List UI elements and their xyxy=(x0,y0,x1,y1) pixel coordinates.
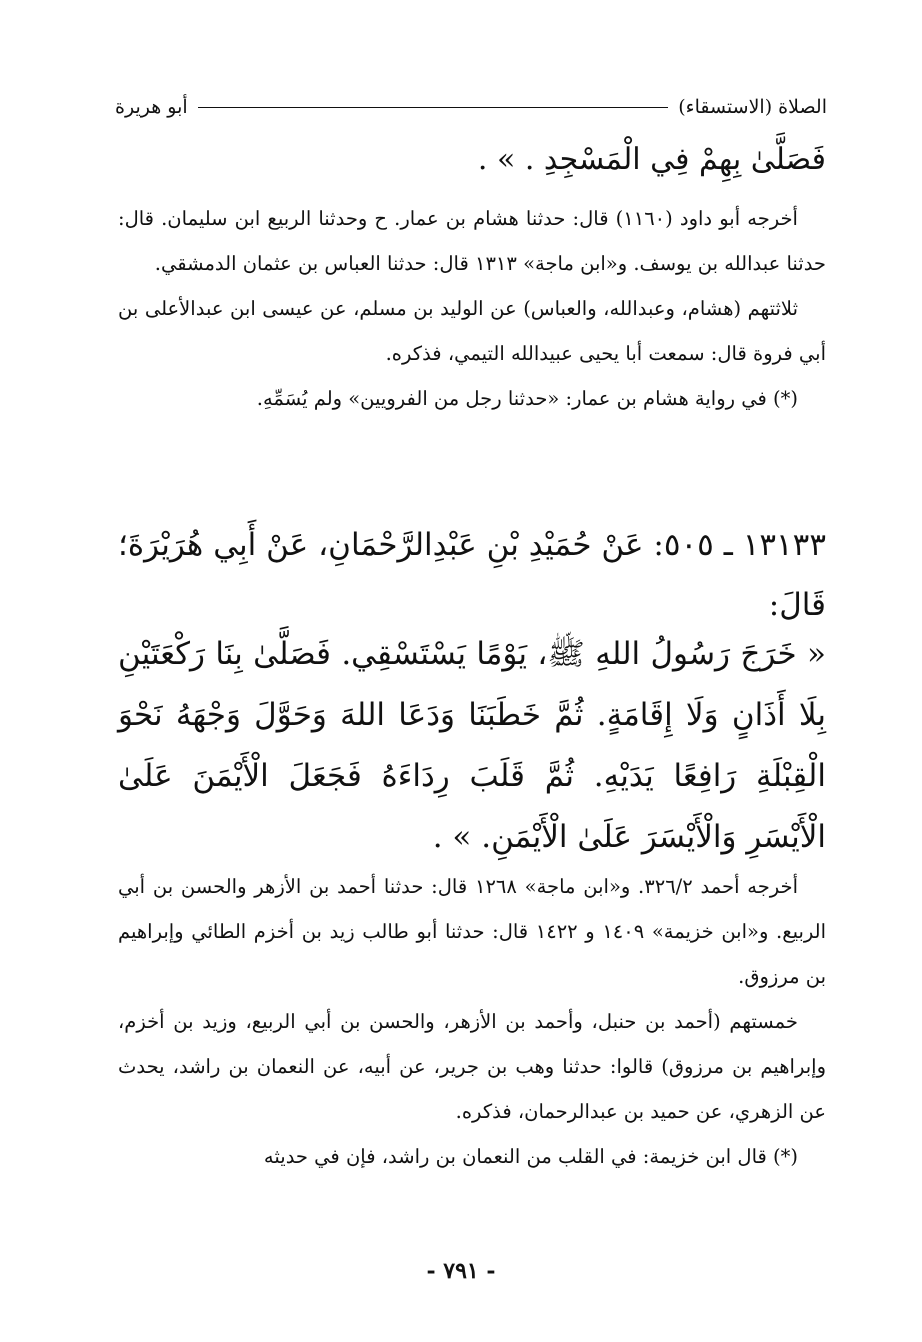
hadith-heading: ١٣١٣٣ ـ ٥٠٥: عَنْ حُمَيْدِ بْنِ عَبْدِالرَّحْمَانِ، عَنْ أَبِي هُرَيْرَةَ؛ قَالَ: xyxy=(118,527,826,623)
page-number: - ٧٩١ - xyxy=(426,1258,496,1284)
footnote: (*) قال ابن خزيمة: في القلب من النعمان بن راشد، فإن في حديثه xyxy=(263,1145,798,1168)
running-header xyxy=(115,92,827,122)
takhrij-paragraph: أخرجه أحمد ٣٢٦/٢. و«ابن ماجة» ١٢٦٨ قال: حدثنا أحمد بن الأزهر والحسن بن أبي الربيع. و«ابن خزيمة» ١٤٠٩ و ١٤٢٢ قال: حدثنا أبو طالب زيد بن أخزم الطائي وإبراهيم بن مرزوق. xyxy=(118,875,826,988)
header-chapter-title: الصلاة (الاستسقاء) xyxy=(678,96,827,118)
header-narrator-title: أبو هريرة xyxy=(115,96,188,118)
takhrij-paragraph: ثلاثتهم (هشام، وعبدالله، والعباس) عن الوليد بن مسلم، عن عيسى ابن عبدالأعلى بن أبي فروة قال: سمعت أبا يحيى عبيدالله التيمي، فذكره. xyxy=(118,297,826,365)
continued-hadith-line: فَصَلَّىٰ بِهِمْ فِي الْمَسْجِدِ . » . xyxy=(477,142,826,177)
takhrij-section-1 xyxy=(118,196,826,421)
takhrij-section-2 xyxy=(118,864,826,1179)
footnote: (*) في رواية هشام بن عمار: «حدثنا رجل من الفرويين» ولم يُسَمِّهِ. xyxy=(256,387,798,410)
header-rule xyxy=(198,107,669,108)
takhrij-paragraph: أخرجه أبو داود (١١٦٠) قال: حدثنا هشام بن عمار. ح وحدثنا الربيع ابن سليمان. قال: حدثنا عبدالله بن يوسف. و«ابن ماجة» ١٣١٣ قال: حدثنا العباس بن عثمان الدمشقي. xyxy=(118,207,826,275)
takhrij-paragraph: خمستهم (أحمد بن حنبل، وأحمد بن الأزهر، والحسن بن أبي الربيع، وزيد بن أخزم، وإبراهيم بن مرزوق) قالوا: حدثنا وهب بن جرير، عن أبيه، عن النعمان بن راشد، يحدث عن الزهري، عن حميد بن عبدالرحمان، فذكره. xyxy=(118,1010,826,1123)
hadith-text: « خَرَجَ رَسُولُ اللهِ ﷺ، يَوْمًا يَسْتَسْقِي. فَصَلَّىٰ بِنَا رَكْعَتَيْنِ بِلَا أَذَانٍ وَلَا إِقَامَةٍ. ثُمَّ خَطَبَنَا وَدَعَا اللهَ وَحَوَّلَ وَجْهَهُ نَحْوَ الْقِبْلَةِ رَافِعًا يَدَيْهِ. ثُمَّ قَلَبَ رِدَاءَهُ فَجَعَلَ الْأَيْمَنَ عَلَىٰ الْأَيْسَرِ وَالْأَيْسَرَ عَلَىٰ الْأَيْمَنِ. » . xyxy=(118,636,826,855)
